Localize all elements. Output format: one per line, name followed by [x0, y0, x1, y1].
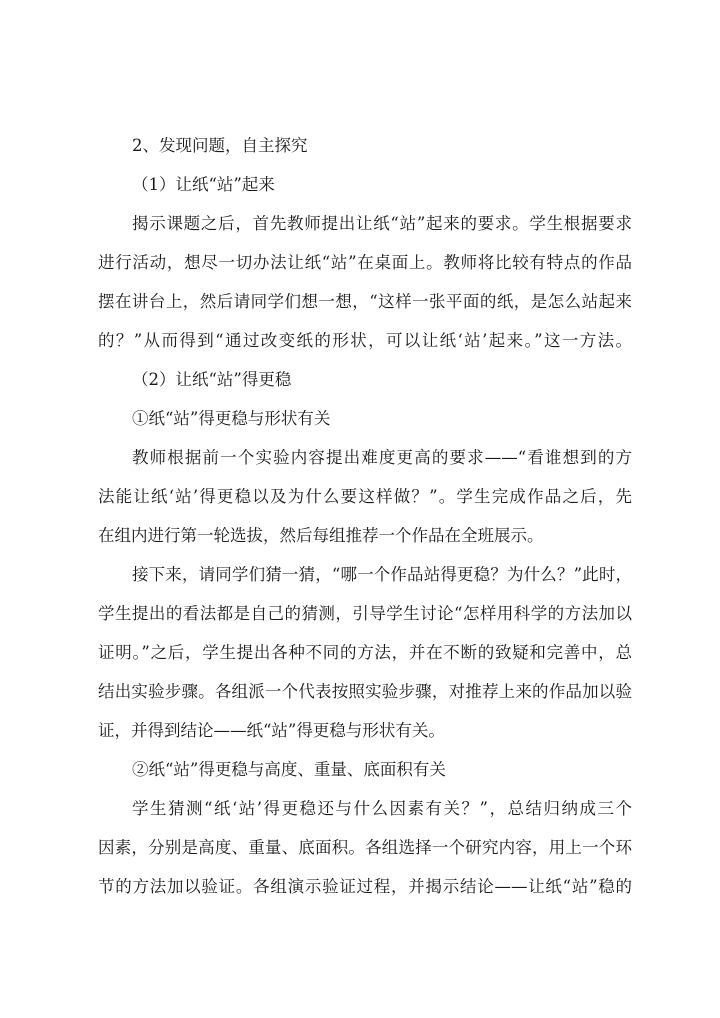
- paragraph-line: 节的方法加以验证。各组演示验证过程，并揭示结论——让纸“站”稳的: [98, 877, 632, 896]
- paragraph-line: 证，并得到结论——纸“站”得更稳与形状有关。: [98, 721, 445, 740]
- paragraph-line: 接下来，请同学们猜一猜，“哪一个作品站得更稳？为什么？”此时，: [132, 565, 632, 584]
- paragraph-line: 证明。”之后，学生提出各种不同的方法，并在不断的致疑和完善中，总: [98, 643, 632, 662]
- paragraph-line: 教师根据前一个实验内容提出难度更高的要求——“看谁想到的方: [132, 448, 632, 467]
- paragraph-line: 摆在讲台上，然后请同学们想一想，“这样一张平面的纸，是怎么站起来: [98, 292, 632, 311]
- paragraph-line: 在组内进行第一轮选拔，然后每组推荐一个作品在全班展示。: [98, 526, 544, 545]
- paragraph-line: 的？”从而得到“通过改变纸的形状，可以让纸‘站’起来。”这一方法。: [98, 331, 632, 350]
- paragraph-line: 进行活动，想尽一切办法让纸“站”在桌面上。教师将比较有特点的作品: [98, 253, 632, 272]
- paragraph-line: 揭示课题之后，首先教师提出让纸“站”起来的要求。学生根据要求: [132, 214, 632, 233]
- paragraph-line: 法能让纸‘站’得更稳以及为什么要这样做？”。学生完成作品之后，先: [98, 487, 632, 506]
- subsection-heading: （1）让纸“站”起来: [132, 175, 275, 194]
- subsection-heading: （2）让纸“站”得更稳: [132, 370, 292, 389]
- point-heading: ①纸“站”得更稳与形状有关: [132, 409, 331, 428]
- paragraph-line: 学生猜测“纸‘站’得更稳还与什么因素有关？”，总结归纳成三个: [132, 799, 632, 818]
- paragraph-line: 因素，分别是高度、重量、底面积。各组选择一个研究内容，用上一个环: [98, 838, 632, 857]
- section-heading: 2、发现问题，自主探究: [132, 136, 308, 155]
- point-heading: ②纸“站”得更稳与高度、重量、底面积有关: [132, 760, 446, 779]
- paragraph-line: 学生提出的看法都是自己的猜测，引导学生讨论“怎样用科学的方法加以: [98, 604, 632, 623]
- paragraph-line: 结出实验步骤。各组派一个代表按照实验步骤，对推荐上来的作品加以验: [98, 682, 632, 701]
- document-body: [98, 126, 632, 906]
